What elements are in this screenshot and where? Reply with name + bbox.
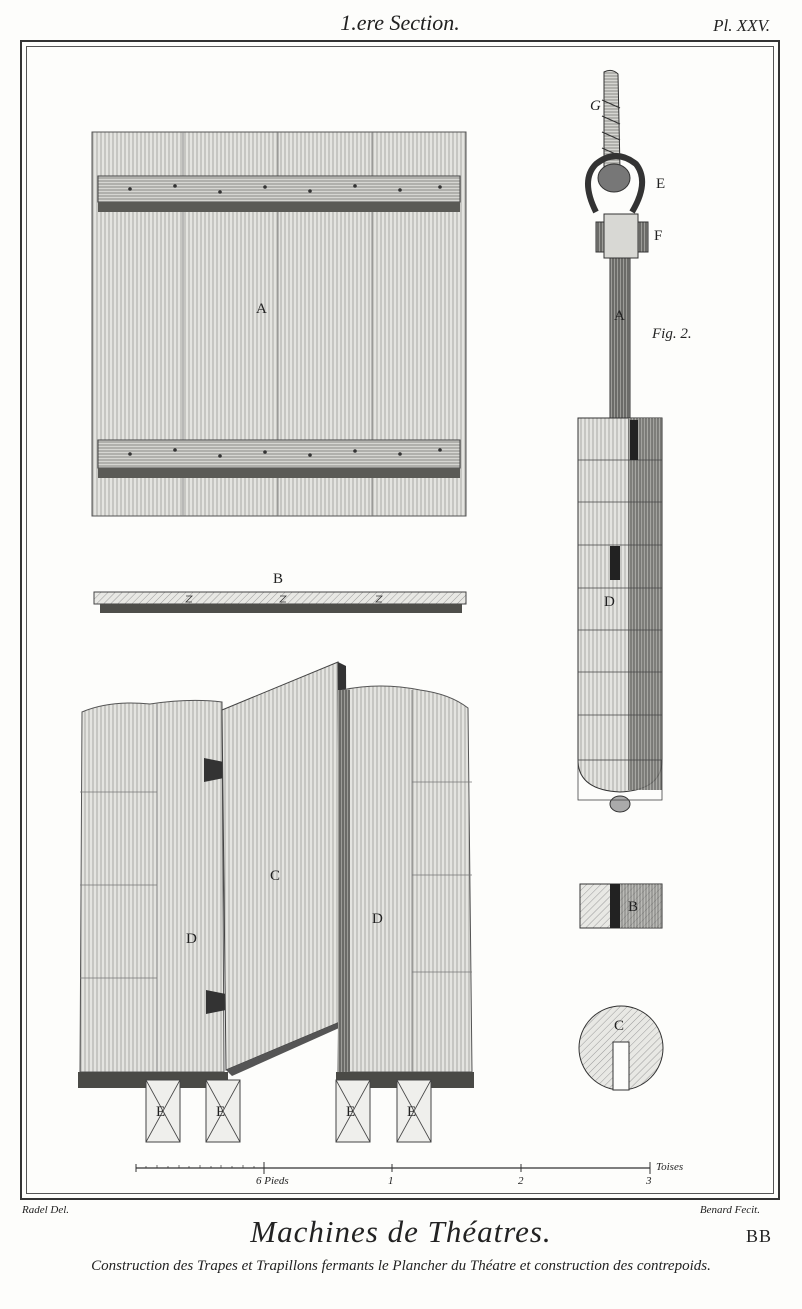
counterweight	[578, 418, 662, 812]
scale-pieds-label: 6 Pieds	[256, 1175, 289, 1187]
label-e: E	[346, 1104, 356, 1120]
scale-bar	[136, 1162, 650, 1174]
label-f: F	[654, 228, 663, 244]
fig2-caption: Fig. 2.	[652, 326, 692, 342]
credit-engraver: Benard Fecit.	[699, 1204, 760, 1216]
label-b: B	[273, 571, 284, 587]
label-counterweight-d: D	[604, 594, 615, 610]
plate-title: Machines de Théatres.	[250, 1214, 552, 1249]
plate-code: BB	[746, 1226, 773, 1246]
label-section-c: C	[614, 1018, 625, 1034]
rope	[598, 70, 630, 192]
label-section-b: B	[628, 899, 639, 915]
floor-left-d	[78, 700, 244, 1088]
label-e: E	[156, 1104, 166, 1120]
label-rod-a: A	[614, 308, 625, 324]
clamp	[596, 214, 648, 258]
label-d-right: D	[372, 911, 383, 927]
open-trap-c	[222, 662, 348, 1076]
scale-unit: Toises	[656, 1161, 684, 1173]
plate-number: Pl. XXV.	[713, 16, 770, 35]
trap-edge-b	[94, 592, 466, 613]
label-g: G	[590, 98, 601, 114]
label-d-left: D	[186, 931, 197, 947]
label-c: C	[270, 868, 281, 884]
plate-subtitle: Construction des Trapes et Trapillons fermants le Plancher du Théatre et construction des contrepoids.	[91, 1258, 711, 1274]
scale-tick-1: 1	[388, 1175, 394, 1187]
credit-draughtsman: Radel Del.	[22, 1204, 70, 1216]
label-ring-e: E	[656, 176, 666, 192]
label-a: A	[256, 301, 267, 317]
label-e: E	[407, 1104, 417, 1120]
scale-tick-2: 2	[518, 1175, 524, 1187]
section-b	[580, 884, 662, 928]
label-e: E	[216, 1104, 226, 1120]
trap-board-a	[92, 132, 466, 516]
section-heading: 1.ere Section.	[340, 10, 460, 35]
scale-tick-3: 3	[646, 1175, 652, 1187]
floor-right-d	[336, 686, 474, 1088]
rod	[610, 258, 630, 418]
